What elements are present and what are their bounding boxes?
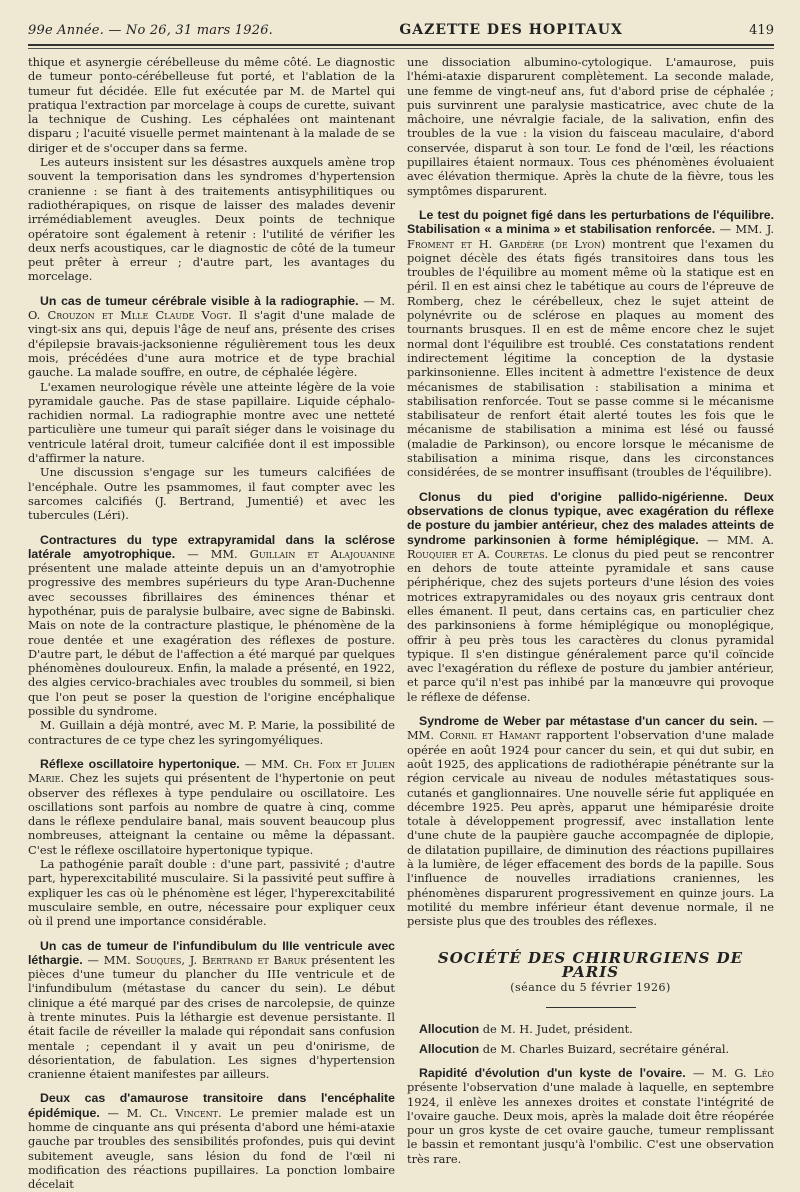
entry-allocution-buizard [407,1042,774,1056]
paragraph: Une discussion s'engage sur les tumeurs calcifiées de l'encéphale. Outre les psammomes, il faut compter avec les sarcomes calcifiés (J. Bertrand, Jumentié) et avec les tubercules (Léri). [28,465,395,523]
entry-title: Allocution [419,1022,480,1037]
paragraph: M. Guillain a déjà montré, avec M. P. Marie, la possibilité de contractures de ce type chez les syringomyéliques. [28,718,395,747]
article-authors: — M. G. Léo [685,1066,774,1080]
society-rule [546,1007,636,1008]
article-vincent [28,1091,395,1191]
article-title: Un cas de tumeur cérébrale visible à la radiographie. [40,293,359,308]
article-authors: — M. O. Crouzon et Mlle Claude Vogt. [28,293,396,323]
running-header [28,22,774,38]
header-rule [28,44,774,46]
header-rule-thin [28,48,774,49]
continued-paragraph: thique et asynergie cérébelleuse du même côté. Le diagnostic de tumeur ponto-cérébelleuse fut porté, et l'ablation de la tumeur fut décidée. Elle fut exécutée par M. de Martel qui pratiqua l'extraction par morcelage à coups de curette, suivant la technique de Cushing. Les céphalées ont maintenant disparu ; l'acuité visuelle permet maintenant à la malade de se diriger et de s'occuper dans sa ferme. [28,55,395,155]
article-crouzon-vogt [28,294,395,523]
article-body: Il s'agit d'une malade de vingt-six ans qui, depuis l'âge de neuf ans, présente des crises d'épilepsie bravais-jacksonienne régulièrement tous les deux mois, précédées d'une aura motrice et de type brachial gauche. La malade souffre, en outre, de céphalée légère. [28,308,395,380]
journal-title: GAZETTE DES HOPITAUX [399,22,623,38]
article-title: Clonus du pied d'origine pallido-nigérienne. Deux observations de clonus typique, avec exagération du réflexe de posture du jambier antérieur, chez des malades atteints de syndrome parkinsonien à forme hémiplégique. [407,489,774,547]
article-title: Réflexe oscillatoire hypertonique. [40,756,240,771]
society-heading [407,948,774,1009]
article-title: Le test du poignet figé dans les perturbations de l'équilibre. Stabilisation « a minima » et stabilisation renforcée. [407,207,774,237]
left-column [28,55,395,1192]
article-authors: — MM. A. Rouquier et A. Couretas. [407,532,774,561]
article-columns [28,55,774,1192]
article-body: présente l'observation d'une malade à laquelle, en septembre 1924, il enlève les annexes droites et constate l'intégrité de l'ovaire gauche. Deux mois, après la malade doit être réopérée pour un gros kyste de cet ovaire gauche, tumeur remplissant le bassin et remontant jusqu'à l'ombilic. C'est une observation très rare. [407,1080,774,1166]
article-body: Le premier malade est un homme de cinquante ans qui présenta d'abord une hémi-ataxie gauche par troubles des sensibilités profondes, puis qui devint subitement aveugle, sans lésion du fond de l'œil ni modification des réactions pupillaires. La ponction lombaire décelait [28,1105,395,1192]
paragraph: L'examen neurologique révèle une atteinte légère de la voie pyramidale gauche. Pas de stase papillaire. Liquide céphalo-rachidien normal. La radiographie montre avec une netteté particulière une tumeur qui paraît siéger dans le voisinage du ventricule latéral droit, tumeur calcifiée dont il est impossible d'affirmer la nature. [28,379,395,466]
article-cornil-hamant [407,714,774,928]
article-leo [407,1066,774,1166]
entry-text: de M. H. Judet, président. [479,1022,633,1037]
paragraph: La pathogénie paraît double : d'une part, passivité ; d'autre part, hyperexcitabilité musculaire. Si la passivité peut suffire à expliquer les cas où le phénomène est léger, l'hyperexcitabilité musculaire semble, en outre, nécessaire pour expliquer ceux où il prend une importance considérable. [28,857,395,929]
article-authors: — MM. Souques, J. Bertrand et Baruk [82,952,307,967]
article-body: présentent les pièces d'une tumeur du plancher du IIIe ventricule et de l'infundibulum (métastase du cancer du sein). Le début clinique a été marqué par des crises de narcolepsie, de quinze à trente minutes. Puis la léthargie est devenue persistante. Il était facile de réveiller la malade qui répondait sans confusion mentale ; cependant il y avait un peu d'onirisme, de désorientation, de fabulation. Les signes d'hypertension cranienne étaient manifestes par ailleurs. [28,952,395,1082]
entry-text: de M. Charles Buizard, secrétaire général. [479,1041,730,1056]
article-foix-marie [28,757,395,929]
right-column [407,55,774,1192]
article-title: Contractures du type extrapyramidal dans la sclérose latérale amyotrophique. [28,532,395,561]
society-title: SOCIÉTÉ DES CHIRURGIENS DE PARIS [437,948,744,981]
article-title: Rapidité d'évolution d'un kyste de l'ovaire. [419,1066,686,1080]
issue-info: 99e Année. — No 26, 31 mars 1926. [28,23,274,38]
article-guillain-alajouanine [28,533,395,747]
article-rouquier-couretas [407,490,774,704]
article-title: Syndrome de Weber par métastase d'un cancer du sein. [419,714,758,729]
paragraph: Les auteurs insistent sur les désastres auxquels amène trop souvent la temporisation dans les syndromes d'hypertension cranienne : se fiant à des traitements antisyphilitiques ou radiothérapiques, on risque de laisser des malades devenir irrémédiablement aveugles. Deux points de technique opératoire sont également à retenir : l'utilité de vérifier les deux nerfs acoustiques, car le diagnostic de côté de la tumeur peut prêter à erreur ; d'autre part, les avantages du morcelage. [28,155,395,284]
entry-allocution-judet [407,1022,774,1036]
article-title: Un cas de tumeur de l'infundibulum du IIIe ventricule avec léthargie. [28,938,395,967]
article-body: rapportent l'observation d'une malade opérée en août 1924 pour cancer du sein, et qui dut subir, en août 1925, des applications de radiothérapie pénétrante sur la région cervicale au niveau de nodules métastatiques sous-cutanés et ganglionnaires. Une nouvelle série fut appliquée en décembre 1925. Peu après, apparut une hémiparésie droite totale à développement progressif, avec installation lente d'une chute de la paupière gauche accompagnée de diplopie, de dilatation pupillaire, de diminution des réactions pupillaires à la lumière, de léger effacement des bords de la papille. Sous l'influence de nouvelles irradiations craniennes, les phénomènes disparurent progressivement en quinze jours. La motilité du membre inférieur étant devenue normale, il ne persiste plus que des troubles des réflexes. [407,728,774,929]
entry-title: Allocution [419,1041,480,1056]
article-body: Chez les sujets qui présentent de l'hypertonie on peut observer des réflexes à type pendulaire ou oscillatoire. Les oscillations sont parfois au nombre de quatre à cinq, comme dans le réflexe pendulaire banal, mais souvent beaucoup plus nombreuses, atteignant la centaine ou même la dépassant. C'est le réflexe oscillatoire hypertonique typique. [28,771,395,857]
article-body: montrent que l'examen du poignet décèle des états figés transitoires dans tous les troubles de l'équilibre au moment même où la statique est en péril. Il en est ainsi chez le tabétique au cours de l'épreuve de Romberg, chez le cérébelleux, chez le sujet atteint de polynévrite ou de sclérose en plaques au moment des tournants brusques. Il en est de même encore chez le sujet normal dont l'équilibre est troublé. Ces constatations rendent indirectement légitime la conception de la dystasie parkinsonienne. Elles incitent à admettre l'existence de deux mécanismes de stabilisation : stabilisation a minima et stabilisation renforcée. Tout se passe comme si le mécanisme stabilisateur de renfort était alerté toutes les fois que le mécanisme de stabilisation a minima est lésé ou faussé (maladie de Parkinson), ou encore lorsque le mécanisme de stabilisation a minima risque, dans les circonstances considérées, de se montrer insuffisant (troubles de l'équilibre). [407,236,775,480]
session-date: (séance du 5 février 1926) [510,981,671,995]
continued-paragraph: une dissociation albumino-cytologique. L'amaurose, puis l'hémi-ataxie disparurent complètement. La seconde malade, une femme de vingt-neuf ans, fut d'abord prise de céphalée ; puis survinrent une paralysie masticatrice, avec chute de la mâchoire, une névralgie faciale, de la salivation, enfin des troubles de la vue : la vision du faisceau maculaire, d'abord conservée, disparut à son tour. Le fond de l'œil, les réactions pupillaires étaient normaux. Tous ces phénomènes évoluaient avec élévation thermique. Après la chute de la fièvre, tous les symptômes disparurent. [407,55,774,198]
article-authors: — M. Cl. Vincent. [99,1105,222,1120]
page-number: 419 [749,23,774,38]
article-authors: — MM. Guillain et Alajouanine [175,546,396,561]
article-authors: — MM. Ch. Foix et Julien Marie. [28,756,395,786]
article-souques-bertrand-baruk [28,939,395,1082]
article-body: présentent une malade atteinte depuis un an d'amyotrophie progressive des membres supérieurs du type Aran-Duchenne avec secousses fibrillaires des éminences thénar et hypothénar, puis de paralysie bulbaire, avec signe de Babinski. Mais on note de la contracture plastique, le phénomène de la roue dentée et une exagération des réflexes de posture. D'autre part, le début de l'affection a été marqué par quelques phénomènes douloureux. Enfin, la malade a présenté, en 1922, des algies cervico-brachiales avec troubles du sommeil, si bien que l'on peut se poser la question de l'origine encéphalique possible du syndrome. [28,561,395,719]
article-authors: — MM. Cornil et Hamant [407,714,774,743]
article-title: Deux cas d'amaurose transitoire dans l'encéphalite épidémique. [28,1091,395,1120]
article-body: Le clonus du pied peut se rencontrer en dehors de toute atteinte pyramidale et sans cause périphérique, chez des sujets porteurs d'une lésion des voies motrices extrapyramidales ou des noyaux gris centraux dont elles émanent. Il peut, dans certains cas, en particulier chez des parkinsoniens à forme hémiplégique ou monoplégique, offrir à peu près tous les caractères du clonus pyramidal typique. Il s'en distingue généralement parce qu'il coïncide avec l'exagération du réflexe de posture du jambier antérieur, et parce qu'il n'est pas inhibé par la manœuvre qui provoque le réflexe de défense. [407,546,774,704]
article-froment-gardere [407,208,774,480]
article-authors: — MM. J. Froment et H. Gardère (de Lyon) [407,222,774,251]
